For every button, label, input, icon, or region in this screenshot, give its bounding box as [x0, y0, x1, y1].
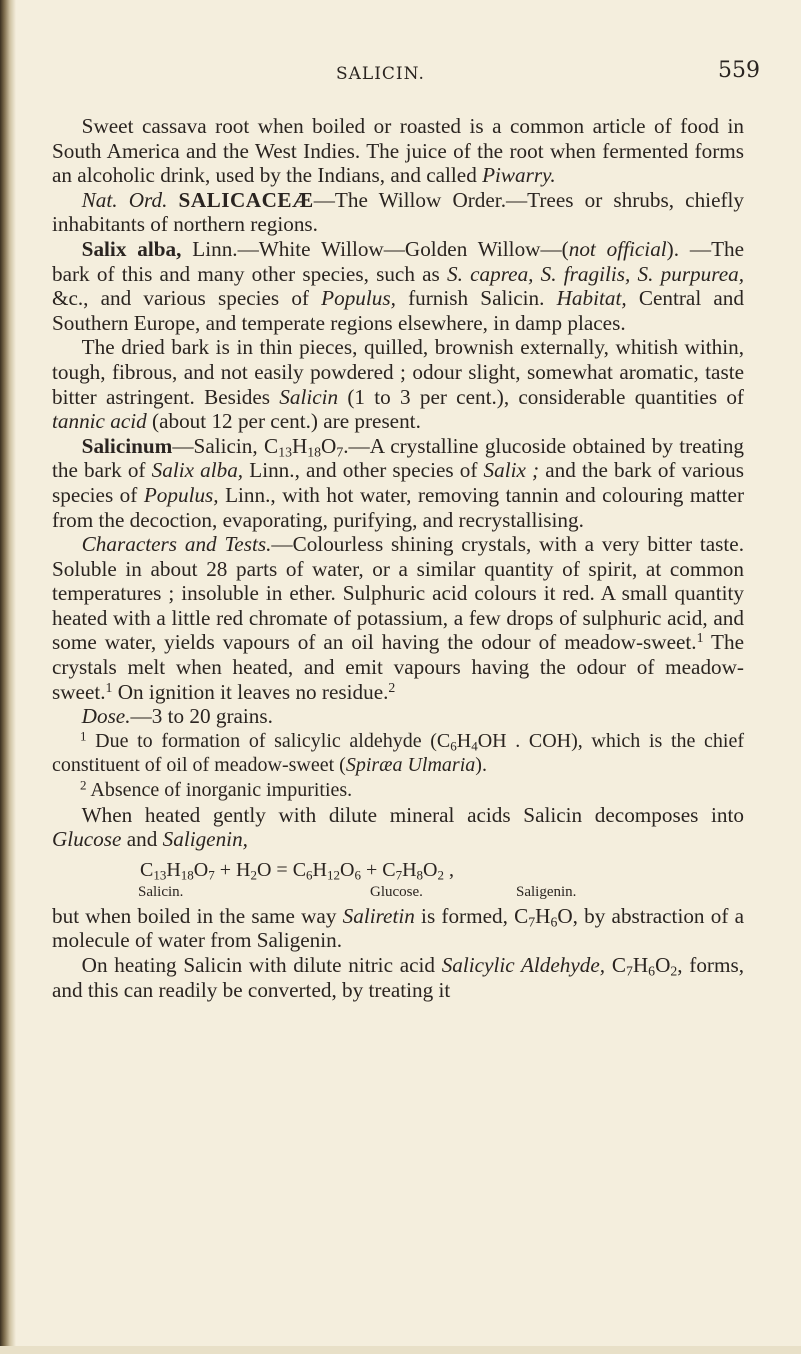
paragraph-salix-alba: Salix alba, Linn.—White Willow—Golden Willow—(not official). —The bark of this and many other species, such as S. caprea, S. fragilis, S. purpurea, &c., and various species of Populus, furnish Salicin. Habitat, Central and Southern Europe, and temperate regions elsewhere, in damp places. — [52, 236, 745, 335]
equation-label-glucose: Glucose. — [370, 883, 423, 900]
paragraph-cassava: Sweet cassava root when boiled or roasted is a common article of food in South America and the West Indies. The juice of the root when fermented forms an alcoholic drink, used by the Indians, and called Piwarry. — [52, 114, 744, 188]
page-number: 559 — [718, 58, 760, 83]
paragraph-characters-tests: Characters and Tests.—Colourless shining crystals, with a very bitter taste. Soluble in about 28 parts of water, or a similar quantity of spirit, at common temperatures ; insoluble in ether. Sulphuric acid colours it red. A small quantity heated with a little red chromate of potassium, a few drops of sulphuric acid, and some water, yields vapours of an oil having the odour of meadow-sweet.$^1$ The crystals melt when heated, and emit vapours having the odour of meadow-sweet.$^1$ On ignition it leaves no residue.$^2$ — [52, 532, 745, 704]
paragraph-salicinum: Salicinum—Salicin, $C_{13}H_{18}O_7.—A$ crystalline glucoside obtained by treating the bark of Salix alba, Linn., and other species of Salix ; and the bark of various species of Populus, Linn., with hot water, removing tannin and colouring matter from the decoction, evaporating, purifying, and recrystallising. — [52, 433, 745, 532]
paragraph-saliretin: but when boiled in the same way Saliretin is formed, $C_7H_6O$, by abstraction of a molecule of water from Saligenin. — [52, 903, 745, 953]
footnote-2: $^2$ Absence of inorganic impurities. — [80, 777, 353, 802]
running-title: SALICIN. — [336, 64, 425, 84]
equation-label-saligenin: Saligenin. — [516, 883, 577, 900]
chemical-equation — [52, 858, 744, 900]
paragraph-dose: Dose.—3 to 20 grains. — [81, 704, 273, 729]
footnote-1: $^1$ Due to formation of salicylic aldehyde ($C_6H_4OH$ . COH), which is the chief constituent of oil of meadow-sweet (Spiræa Ulmaria). — [52, 728, 744, 777]
equation-formula: $C_{13}H_{18}O_7 + H_2O = C_6H_{12}O_6 + C_7H_8O_2$ , — [140, 858, 454, 883]
paragraph-bark-description: The dried bark is in thin pieces, quilled, brownish externally, whitish within, tough, fibrous, and not easily powdered ; odour slight, somewhat aromatic, taste bitter astringent. Besides Salicin (1 to 3 per cent.), considerable quantities of tannic acid (about 12 per cent.) are present. — [52, 335, 744, 434]
page-header — [0, 58, 801, 88]
paragraph-decomposition: When heated gently with dilute mineral acids Salicin decomposes into Glucose and Saligenin, — [52, 802, 744, 852]
page-bottom-edge — [0, 1346, 801, 1354]
page-binding-edge — [0, 0, 16, 1354]
page-body — [52, 114, 744, 1002]
equation-label-salicin: Salicin. — [138, 883, 184, 900]
paragraph-salicylic-aldehyde: On heating Salicin with dilute nitric acid Salicylic Aldehyde, $C_7H_6O_2$, forms, and this can readily be converted, by treating it — [52, 953, 745, 1002]
paragraph-natural-order: Nat. Ord. SALICACEÆ—The Willow Order.—Trees or shrubs, chiefly inhabitants of northern regions. — [52, 187, 745, 237]
